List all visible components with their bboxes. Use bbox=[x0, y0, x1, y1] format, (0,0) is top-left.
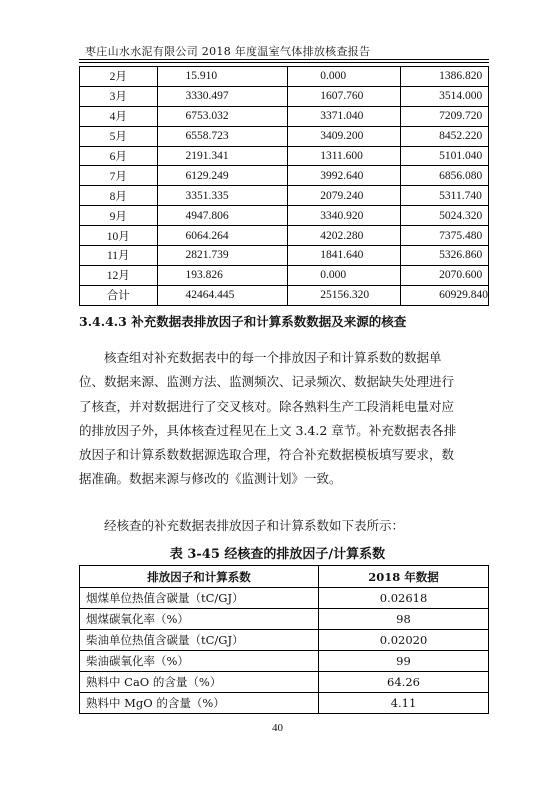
value-cell: 60929.840 bbox=[401, 285, 489, 305]
value-cell: 1841.640 bbox=[288, 246, 401, 266]
table-row bbox=[80, 166, 489, 186]
factor-name-cell: 柴油单位热值含碳量（tC/GJ） bbox=[80, 630, 319, 651]
column-header-2018: 2018 年数据 bbox=[319, 566, 489, 588]
value-cell: 5326.860 bbox=[401, 246, 489, 266]
table-row bbox=[80, 206, 489, 226]
table-header-row bbox=[80, 566, 489, 588]
factor-value-cell: 0.02618 bbox=[319, 588, 489, 609]
month-cell: 4月 bbox=[80, 106, 158, 126]
value-cell: 3330.497 bbox=[157, 86, 288, 106]
value-cell: 2191.341 bbox=[157, 146, 288, 166]
month-cell: 12月 bbox=[80, 265, 158, 285]
value-cell: 1607.760 bbox=[288, 86, 401, 106]
table-caption: 表 3-45 经核查的排放因子/计算系数 bbox=[169, 547, 386, 562]
month-cell: 9月 bbox=[80, 206, 158, 226]
table-row bbox=[80, 693, 489, 714]
table-row bbox=[80, 630, 489, 651]
month-cell: 10月 bbox=[80, 226, 158, 246]
value-cell: 7375.480 bbox=[401, 226, 489, 246]
column-header-factor: 排放因子和计算系数 bbox=[80, 566, 319, 588]
table-row bbox=[80, 86, 489, 106]
header-divider bbox=[79, 59, 489, 60]
month-cell: 11月 bbox=[80, 246, 158, 266]
monthly-data-table bbox=[79, 66, 489, 306]
table-row bbox=[80, 609, 489, 630]
month-cell: 合计 bbox=[80, 285, 158, 305]
factor-name-cell: 熟料中 MgO 的含量（%） bbox=[80, 693, 319, 714]
factor-name-cell: 烟煤单位热值含碳量（tC/GJ） bbox=[80, 588, 319, 609]
value-cell: 1311.600 bbox=[288, 146, 401, 166]
table-row bbox=[80, 67, 489, 87]
value-cell: 15.910 bbox=[157, 67, 288, 87]
table-row bbox=[80, 672, 489, 693]
table-row bbox=[80, 285, 489, 305]
table-row bbox=[80, 146, 489, 166]
section-heading: 3.4.4.3 补充数据表排放因子和计算系数数据及来源的核查 bbox=[79, 314, 407, 329]
month-cell: 3月 bbox=[80, 86, 158, 106]
table-row bbox=[80, 186, 489, 206]
month-cell: 5月 bbox=[80, 126, 158, 146]
factor-value-cell: 4.11 bbox=[319, 693, 489, 714]
value-cell: 2070.600 bbox=[401, 265, 489, 285]
value-cell: 1386.820 bbox=[401, 67, 489, 87]
table-row bbox=[80, 265, 489, 285]
paragraph-line: 的排放因子外，具体核查过程见在上文 3.4.2 章节。补充数据表各排 bbox=[79, 422, 457, 438]
page-header: 枣庄山水水泥有限公司 2018 年度温室气体排放核查报告 bbox=[85, 45, 371, 58]
value-cell: 3340.920 bbox=[288, 206, 401, 226]
intro-paragraph: 经核查的补充数据表排放因子和计算系数如下表所示： bbox=[79, 518, 405, 533]
value-cell: 6753.032 bbox=[157, 106, 288, 126]
factor-value-cell: 98 bbox=[319, 609, 489, 630]
value-cell: 3514.000 bbox=[401, 86, 489, 106]
value-cell: 3409.200 bbox=[288, 126, 401, 146]
factor-name-cell: 熟料中 CaO 的含量（%） bbox=[80, 672, 319, 693]
month-cell: 6月 bbox=[80, 146, 158, 166]
factor-name-cell: 烟煤碳氧化率（%） bbox=[80, 609, 319, 630]
value-cell: 4202.280 bbox=[288, 226, 401, 246]
value-cell: 2079.240 bbox=[288, 186, 401, 206]
table-row bbox=[80, 246, 489, 266]
page-number: 40 bbox=[272, 722, 283, 734]
value-cell: 6856.080 bbox=[401, 166, 489, 186]
paragraph-line: 了核查，并对数据进行了交叉核对。除各熟料生产工段消耗电量对应 bbox=[79, 398, 455, 414]
paragraph-line: 核查组对补充数据表中的每一个排放因子和计算系数的数据单 bbox=[79, 350, 442, 365]
factor-value-cell: 0.02020 bbox=[319, 630, 489, 651]
value-cell: 4947.806 bbox=[157, 206, 288, 226]
value-cell: 25156.320 bbox=[288, 285, 401, 305]
value-cell: 193.826 bbox=[157, 265, 288, 285]
value-cell: 3351.335 bbox=[157, 186, 288, 206]
value-cell: 6558.723 bbox=[157, 126, 288, 146]
table-row bbox=[80, 651, 489, 672]
factor-value-cell: 99 bbox=[319, 651, 489, 672]
value-cell: 7209.720 bbox=[401, 106, 489, 126]
table-row bbox=[80, 588, 489, 609]
paragraph-line: 据准确。数据来源与修改的《监测计划》一致。 bbox=[79, 471, 342, 487]
value-cell: 3992.640 bbox=[288, 166, 401, 186]
month-cell: 2月 bbox=[80, 67, 158, 87]
table-row bbox=[80, 106, 489, 126]
value-cell: 0.000 bbox=[288, 265, 401, 285]
verification-paragraph bbox=[79, 346, 491, 492]
value-cell: 3371.040 bbox=[288, 106, 401, 126]
value-cell: 6129.249 bbox=[157, 166, 288, 186]
value-cell: 5024.320 bbox=[401, 206, 489, 226]
paragraph-line: 放因子和计算系数数据源选取合理，符合补充数据模板填写要求，数 bbox=[79, 447, 455, 463]
value-cell: 5101.040 bbox=[401, 146, 489, 166]
value-cell: 0.000 bbox=[288, 67, 401, 87]
emission-factors-table bbox=[79, 565, 489, 714]
table-row bbox=[80, 126, 489, 146]
paragraph-line: 位、数据来源、监测方法、监测频次、记录频次、数据缺失处理进行 bbox=[79, 374, 455, 390]
value-cell: 2821.739 bbox=[157, 246, 288, 266]
factor-name-cell: 柴油碳氧化率（%） bbox=[80, 651, 319, 672]
month-cell: 7月 bbox=[80, 166, 158, 186]
header-divider-thin bbox=[79, 62, 489, 63]
value-cell: 5311.740 bbox=[401, 186, 489, 206]
factor-value-cell: 64.26 bbox=[319, 672, 489, 693]
month-cell: 8月 bbox=[80, 186, 158, 206]
value-cell: 42464.445 bbox=[157, 285, 288, 305]
value-cell: 6064.264 bbox=[157, 226, 288, 246]
table-row bbox=[80, 226, 489, 246]
value-cell: 8452.220 bbox=[401, 126, 489, 146]
